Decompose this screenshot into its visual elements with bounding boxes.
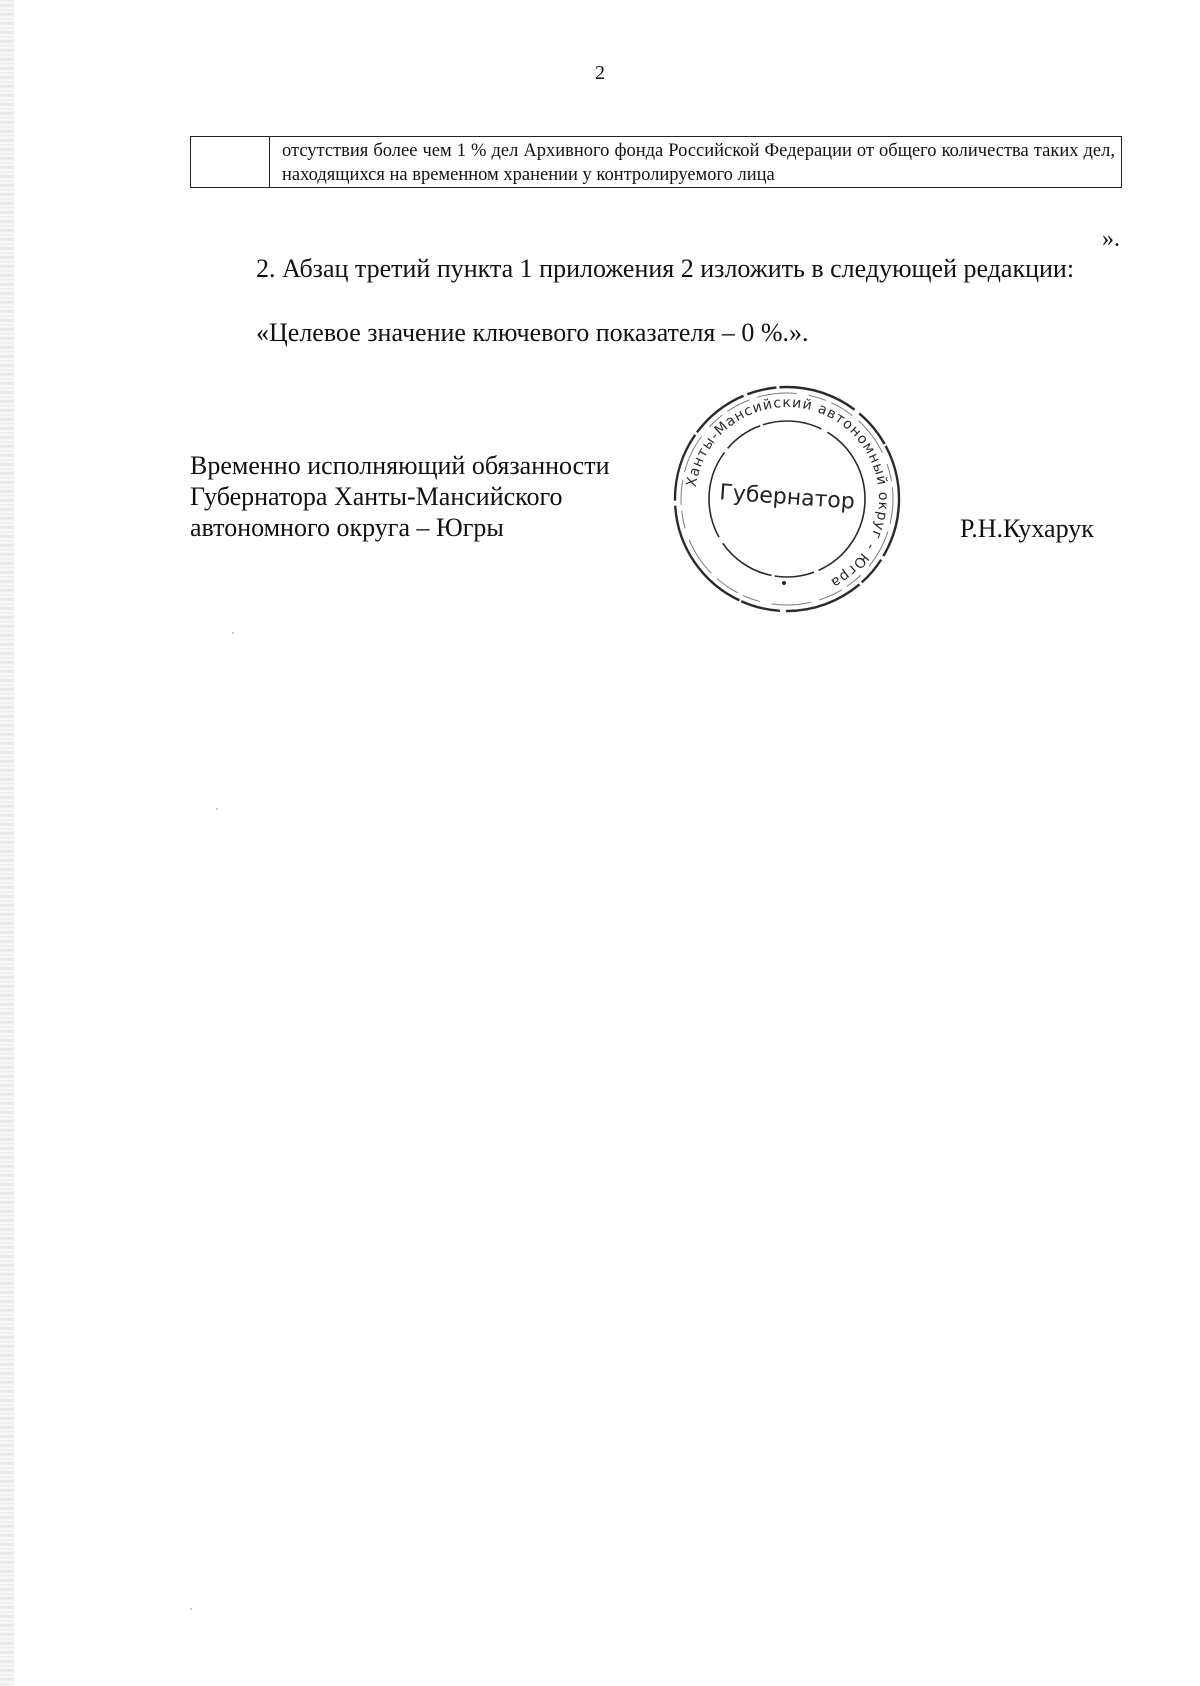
seal-ring-text: Ханты-Мансийский автономный округ - Югра xyxy=(683,394,892,592)
seal-center-text: Губернатор xyxy=(718,480,856,515)
signatory-title-line: автономного округа – Югры xyxy=(190,513,504,542)
table-row xyxy=(191,137,1122,188)
scan-speck xyxy=(232,632,234,634)
signatory-title-line: Губернатора Ханты-Мансийского xyxy=(190,482,563,511)
official-seal-stamp xyxy=(662,374,912,624)
scan-speck xyxy=(190,1608,192,1610)
table-cell-empty xyxy=(191,137,270,188)
seal-star-mark xyxy=(782,581,786,585)
scan-speck xyxy=(216,808,218,810)
page-number: 2 xyxy=(595,62,605,84)
closing-quote: ». xyxy=(1102,226,1120,252)
indicator-table xyxy=(190,136,1122,188)
scan-edge-artifact xyxy=(0,0,14,1686)
signatory-title-line: Временно исполняющий обязанности xyxy=(190,451,610,480)
target-value-paragraph: «Целевое значение ключевого показателя – 0 %.». xyxy=(256,318,809,347)
signatory-title xyxy=(190,450,610,543)
table-cell-text: отсутствия более чем 1 % дел Архивного фонда Российской Федерации от общего количества таких дел, находящихся на временном хранении у контролируемого лица xyxy=(270,137,1122,188)
signatory-name: Р.Н.Кухарук xyxy=(960,514,1094,543)
amendment-paragraph: 2. Абзац третий пункта 1 приложения 2 изложить в следующей редакции: xyxy=(256,254,1075,283)
